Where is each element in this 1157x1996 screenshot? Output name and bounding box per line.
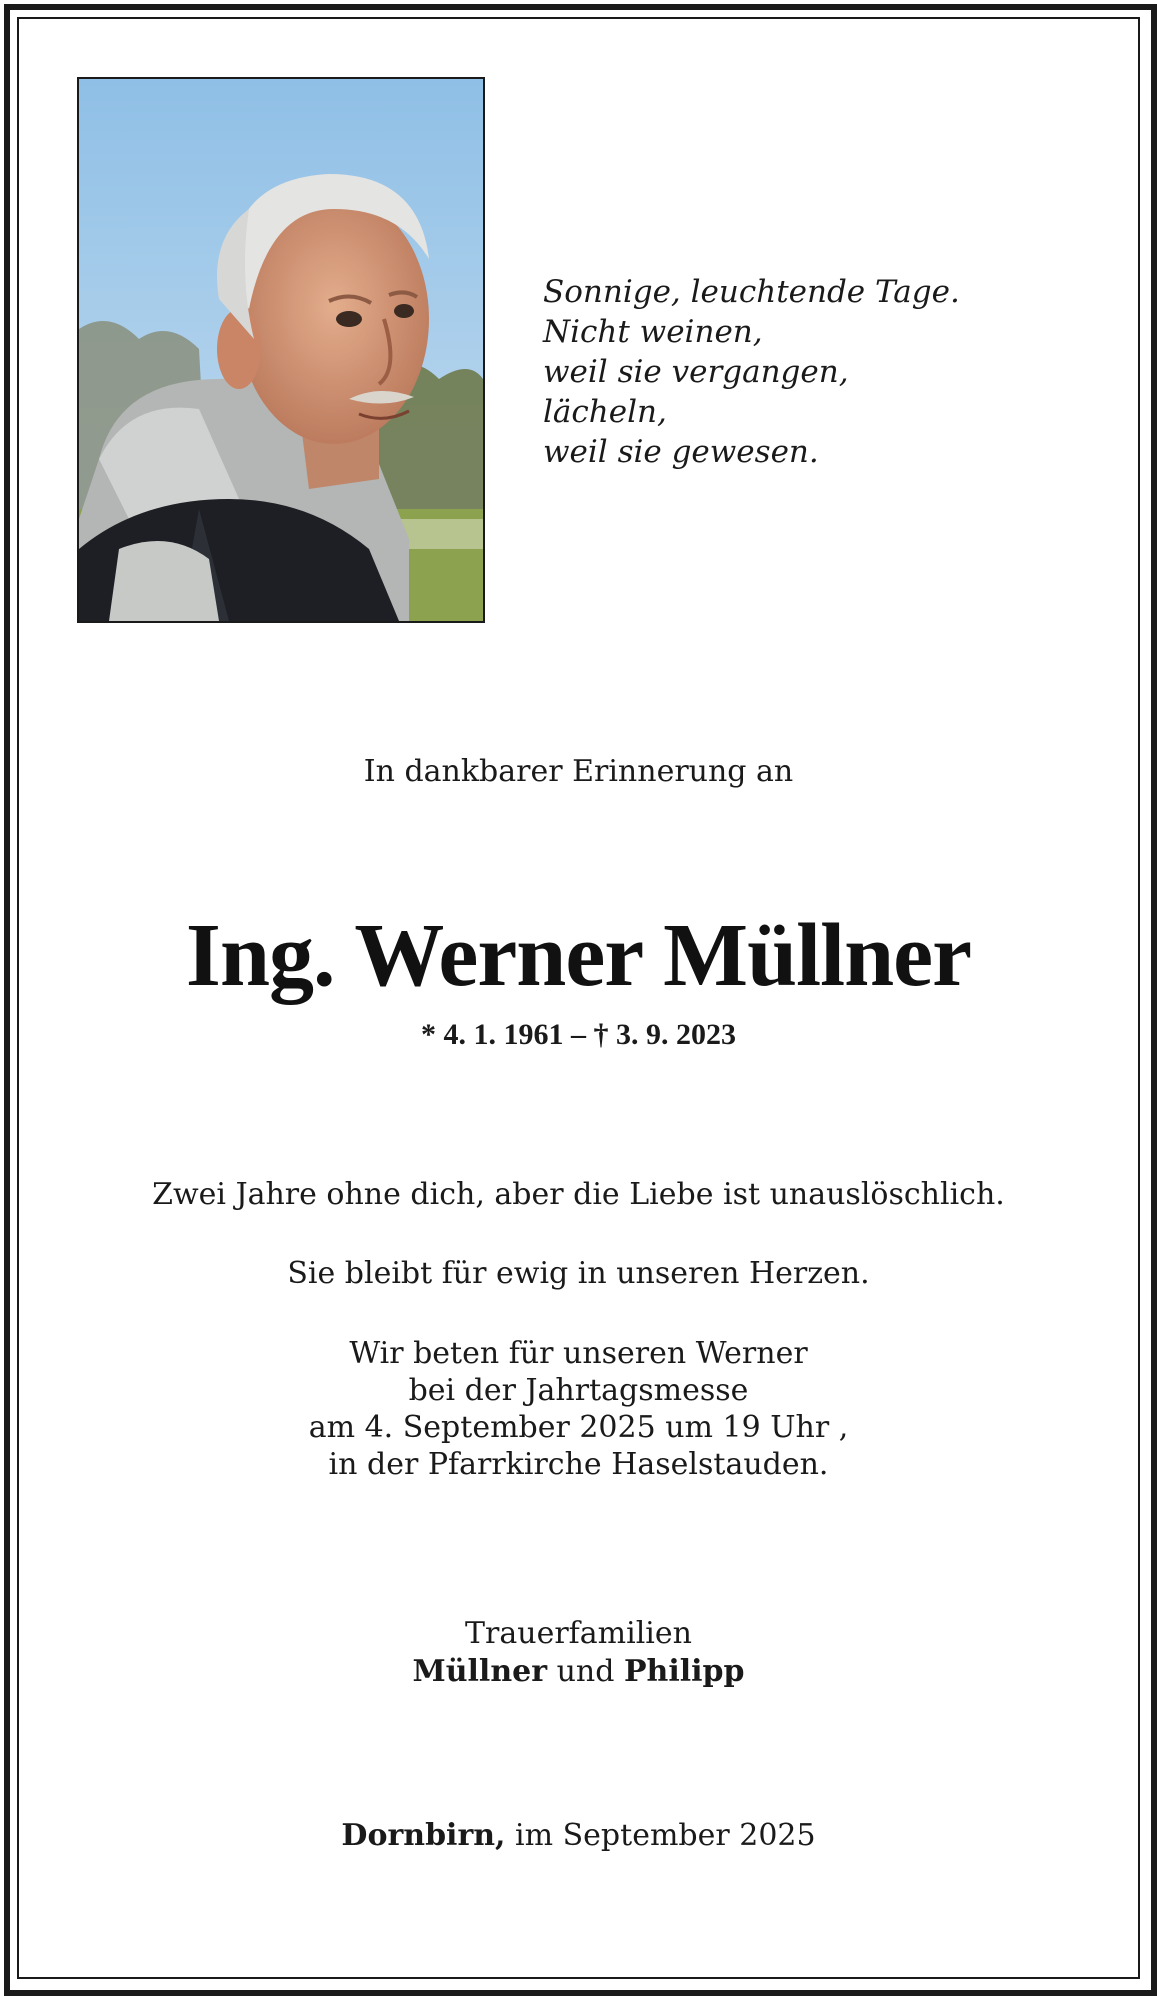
family-name-1: Müllner <box>412 1654 548 1689</box>
poem-line: weil sie gewesen. <box>543 434 819 470</box>
place-name: Dornbirn, <box>341 1818 506 1853</box>
message-line: Sie bleibt für ewig in unseren Herzen. <box>287 1256 870 1291</box>
poem-line: Nicht weinen, <box>543 314 763 350</box>
family-conjunction: und <box>556 1654 615 1689</box>
poem-line: lächeln, <box>543 394 667 430</box>
family-signature <box>0 1615 1157 1691</box>
mass-line: Wir beten für unseren Werner <box>349 1336 808 1371</box>
deceased-name: Ing. Werner Müllner <box>185 906 972 1005</box>
mass-line: bei der Jahrtagsmesse <box>408 1373 749 1408</box>
intro-text: In dankbarer Erinnerung an <box>363 754 794 789</box>
place-date <box>0 1816 1157 1856</box>
family-names <box>0 1653 1157 1691</box>
poem-quote <box>543 272 960 472</box>
family-name-2: Philipp <box>623 1654 745 1689</box>
poem-line: weil sie vergangen, <box>543 354 849 390</box>
closing-date: im September 2025 <box>515 1818 816 1853</box>
mass-announcement <box>0 1335 1157 1483</box>
poem-line: Sonnige, leuchtende Tage. <box>543 274 960 310</box>
message-line: Zwei Jahre ohne dich, aber die Liebe ist unauslöschlich. <box>152 1177 1005 1212</box>
family-heading: Trauerfamilien <box>465 1616 692 1651</box>
mass-line: in der Pfarrkirche Haselstauden. <box>328 1447 829 1482</box>
portrait-photo <box>77 77 485 623</box>
life-dates: * 4. 1. 1961 – † 3. 9. 2023 <box>421 1018 736 1051</box>
mass-line: am 4. September 2025 um 19 Uhr , <box>308 1410 849 1445</box>
